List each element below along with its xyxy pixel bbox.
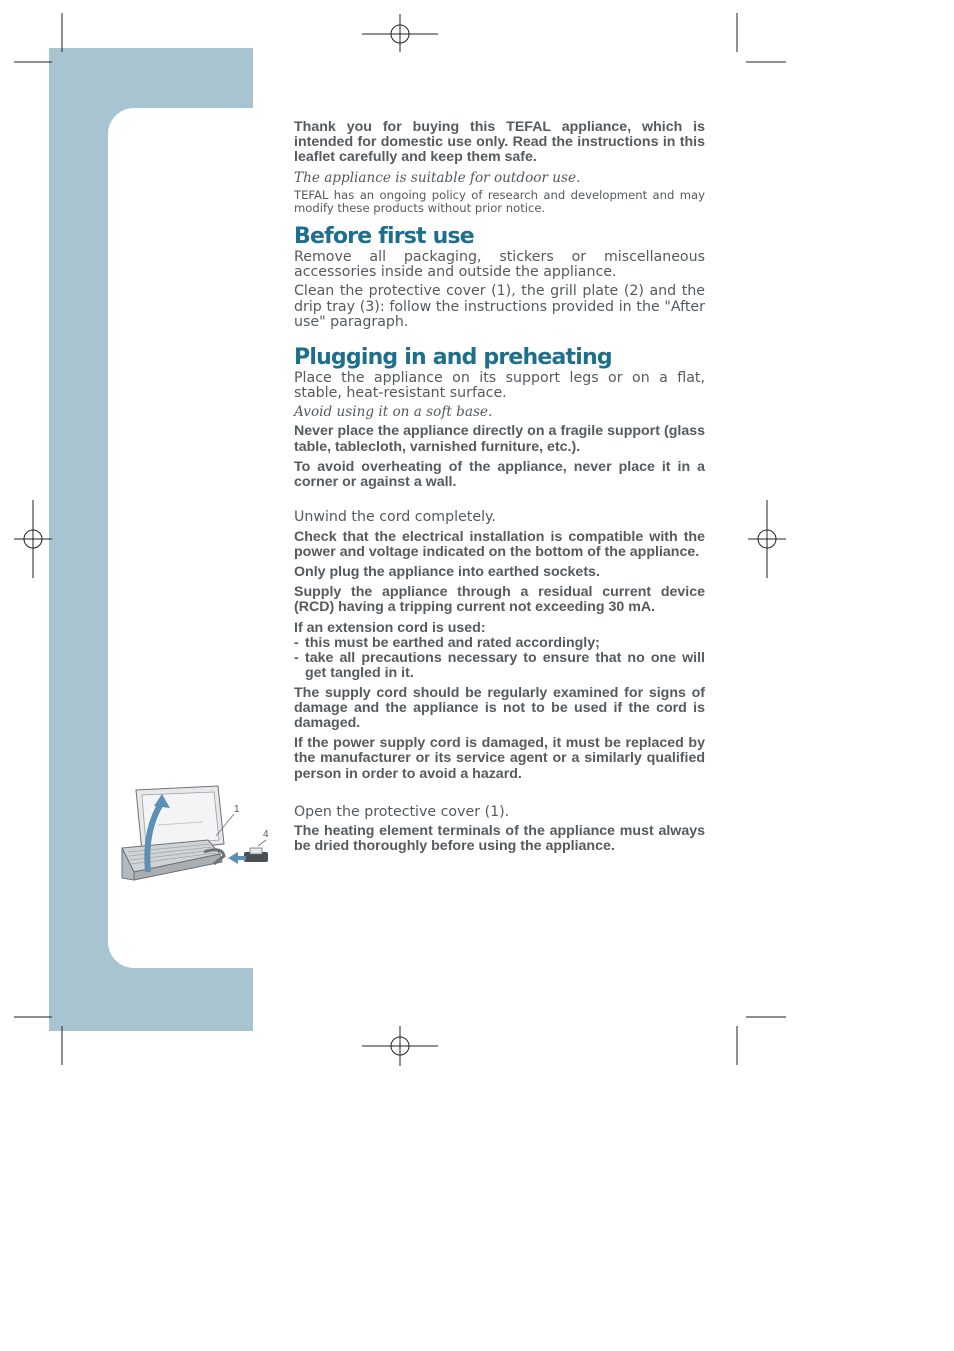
open-cover: Open the protective cover (1).	[294, 803, 510, 820]
check-installation: Check that the electrical installation is compatible with the power and voltage indicated on the bottom of the appliance.	[294, 528, 705, 560]
main-content	[294, 120, 705, 859]
bullet-dash: -	[294, 634, 299, 651]
heading-before-first-use: Before first use	[294, 223, 474, 249]
rcd-requirement: Supply the appliance through a residual current device (RCD) having a tripping current not exceeding 30 mA.	[294, 584, 705, 616]
bullet-dash: -	[294, 650, 299, 667]
plugging-placement: Place the appliance on its support legs or on a flat, stable, heat-resistant surface.	[294, 369, 705, 402]
callout-label-cover: 1	[234, 804, 240, 815]
extension-item-text: this must be earthed and rated accordingly;	[305, 634, 600, 651]
registration-mark-bottom	[362, 1026, 438, 1066]
supply-cord-examination: The supply cord should be regularly examined for signs of damage and the appliance is not to be used if the cord is damaged.	[294, 684, 705, 731]
damaged-cord-replacement: If the power supply cord is damaged, it must be replaced by the manufacturer or its service agent or a similarly qualified person in order to avoid a hazard.	[294, 735, 705, 782]
intro-policy: TEFAL has an ongoing policy of research and development and may modify these products without prior notice.	[294, 187, 705, 215]
grill-illustration	[118, 780, 278, 886]
extension-item-text: take all precautions necessary to ensure that no one will get tangled in it.	[305, 650, 705, 682]
before-first-use-remove: Remove all packaging, stickers or miscellaneous accessories inside and outside the appliance.	[294, 248, 705, 281]
extension-item-earthed	[294, 636, 705, 651]
warning-fragile-support: Never place the appliance directly on a fragile support (glass table, tablecloth, varnished furniture, etc.).	[294, 423, 705, 455]
registration-mark-right	[748, 500, 786, 578]
plugging-soft-base: Avoid using it on a soft base.	[294, 404, 493, 421]
registration-mark-top	[362, 14, 438, 52]
callout-label-cord: 4	[263, 829, 269, 840]
before-first-use-clean: Clean the protective cover (1), the grill plate (2) and the drip tray (3): follow the instructions provided in the "After use" paragraph.	[294, 283, 705, 331]
dry-terminals: The heating element terminals of the appliance must always be dried thoroughly before using the appliance.	[294, 823, 705, 855]
registration-mark-left	[14, 500, 52, 578]
intro-outdoor-note: The appliance is suitable for outdoor use.	[294, 169, 581, 186]
earthed-sockets: Only plug the appliance into earthed sockets.	[294, 564, 600, 581]
warning-overheating: To avoid overheating of the appliance, never place it in a corner or against a wall.	[294, 458, 705, 491]
extension-item-tangle	[294, 651, 705, 681]
unwind-cord: Unwind the cord completely.	[294, 509, 496, 526]
intro-thanks: Thank you for buying this TEFAL appliance, which is intended for domestic use only. Read the instructions in this leaflet carefully and keep them safe.	[294, 119, 705, 166]
heading-plugging-in: Plugging in and preheating	[294, 344, 612, 370]
extension-intro: If an extension cord is used:	[294, 619, 486, 636]
